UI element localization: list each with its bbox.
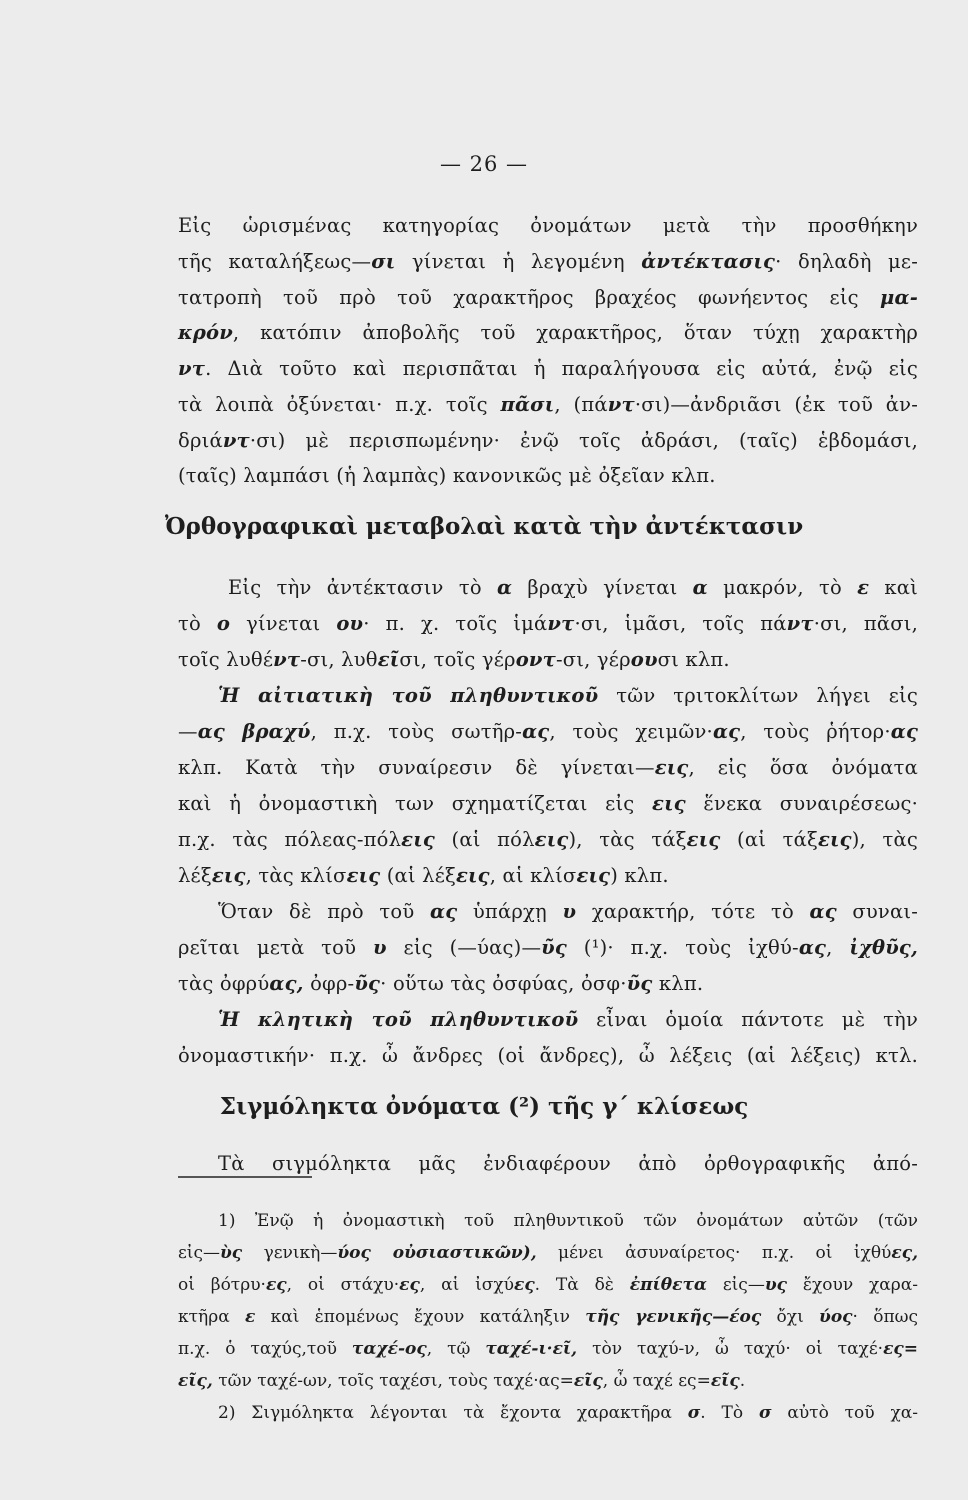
body-line: Εἰς ὡρισμένας κατηγορίας ὀνομάτων μετὰ τὴν προσθήκην [178,214,918,237]
body-line: Ἡ αἰτιατικὴ τοῦ πληθυντικοῦ τῶν τριτοκλίτων λήγει εἰς [218,684,918,707]
body-line: —ας βραχύ, π.χ. τοὺς σωτῆρ-ας, τοὺς χειμῶν·ας, τοὺς ῥήτορ·ας [178,720,919,743]
body-line: κλπ. Κατὰ τὴν συναίρεσιν δὲ γίνεται—εις, εἰς ὅσα ὀνόματα [178,756,918,779]
footnote-line: π.χ. ὁ ταχύς,τοῦ ταχέ-ος, τῷ ταχέ-ι·εῖ, τὸν ταχύ-ν, ὦ ταχύ· οἱ ταχέ·ες= [178,1339,919,1359]
footnote-line: 2) Σιγμόληκτα λέγονται τὰ ἔχοντα χαρακτῆρα σ. Τὸ σ αὐτὸ τοῦ χα- [218,1403,918,1423]
body-line: (ταῖς) λαμπάσι (ἡ λαμπὰς) κανονικῶς μὲ ὀξεῖαν κλπ. [178,464,716,487]
footnote-line: οἱ βότρυ·ες, οἱ στάχυ·ες, αἱ ἰσχύες. Τὰ δὲ ἐπίθετα εἰς—υς ἔχουν χαρα- [178,1275,918,1295]
body-line: τὰ λοιπὰ ὀξύνεται· π.χ. τοῖς πᾶσι, (πάντ·σι)—ἀνδριᾶσι (ἐκ τοῦ ἀν- [178,393,918,416]
footnote-line: 1) Ἐνῷ ἡ ὀνομαστικὴ τοῦ πληθυντικοῦ τῶν ὀνομάτων αὐτῶν (τῶν [218,1211,918,1231]
section-heading: Σιγμόληκτα ὀνόματα (²) τῆς γ΄ κλίσεως [219,1093,749,1120]
body-line: Ἡ κλητικὴ τοῦ πληθυντικοῦ εἶναι ὁμοία πάντοτε μὲ τὴν [218,1008,918,1031]
section-heading: Ὀρθογραφικαὶ μεταβολαὶ κατὰ τὴν ἀντέκτασιν [164,513,804,540]
body-line: τῆς καταλήξεως—σι γίνεται ἡ λεγομένη ἀντέκτασις· δηλαδὴ με- [178,250,919,273]
page-number: — 26 — [439,152,529,176]
body-line: τοῖς λυθέντ-σι, λυθεῖσι, τοῖς γέροντ-σι, γέρουσι κλπ. [178,648,730,671]
body-line: ρεῖται μετὰ τοῦ υ εἰς (—ύας)—ῦς (¹)· π.χ. τοὺς ἰχθύ-ας, ἰχθῦς, [178,936,918,959]
body-line: π.χ. τὰς πόλεας-πόλεις (αἱ πόλεις), τὰς τάξεις (αἱ τάξεις), τὰς [178,828,919,851]
footnote-line: εἰς—ὺς γενικὴ—ύος οὐσιαστικῶν), μένει ἀσυναίρετος· π.χ. οἱ ἰχθύες, [178,1243,918,1263]
body-line: τατροπὴ τοῦ πρὸ τοῦ χαρακτῆρος βραχέος φωνήεντος εἰς μα- [178,286,918,309]
footnote-line: κτῆρα ε καὶ ἑπομένως ἔχουν κατάληξιν τῆς γενικῆς—έος ὄχι ύος· ὅπως [178,1307,919,1327]
body-line: Τὰ σιγμόληκτα μᾶς ἐνδιαφέρουν ἀπὸ ὀρθογραφικῆς ἀπό- [218,1152,918,1175]
footnote-line: εῖς, τῶν ταχέ-ων, τοῖς ταχέσι, τοὺς ταχέ·ας=εῖς, ὦ ταχέ ες=εῖς. [178,1371,746,1391]
body-line: δριάντ·σι) μὲ περισπωμένην· ἐνῷ τοῖς ἀδράσι, (ταῖς) ἑβδομάσι, [178,429,918,452]
body-line: τὸ ο γίνεται ου· π. χ. τοῖς ἱμάντ·σι, ἱμᾶσι, τοῖς πάντ·σι, πᾶσι, [178,612,918,635]
body-line: Εἰς τὴν ἀντέκτασιν τὸ α βραχὺ γίνεται α μακρόν, τὸ ε καὶ [228,576,918,599]
body-line: τὰς ὀφρύας, ὀφρ-ῦς· οὕτω τὰς ὀσφύας, ὀσφ·ῦς κλπ. [178,972,704,995]
body-line: λέξεις, τὰς κλίσεις (αἱ λέξεις, αἱ κλίσεις) κλπ. [178,864,669,887]
body-line: Ὅταν δὲ πρὸ τοῦ ας ὑπάρχῃ υ χαρακτήρ, τότε τὸ ας συναι- [218,900,918,923]
body-line: ντ. Διὰ τοῦτο καὶ περισπᾶται ἡ παραλήγουσα εἰς αὐτά, ἐνῷ εἰς [178,357,918,380]
footnote-separator [178,1176,312,1178]
body-line: ὀνομαστικήν· π.χ. ὦ ἄνδρες (οἱ ἄνδρες), ὦ λέξεις (αἱ λέξεις) κτλ. [178,1044,918,1067]
body-line: καὶ ἡ ὀνομαστικὴ των σχηματίζεται εἰς εις ἕνεκα συναιρέσεως· [178,792,918,815]
body-line: κρόν, κατόπιν ἀποβολῆς τοῦ χαρακτῆρος, ὅταν τύχῃ χαρακτὴρ [178,321,918,344]
